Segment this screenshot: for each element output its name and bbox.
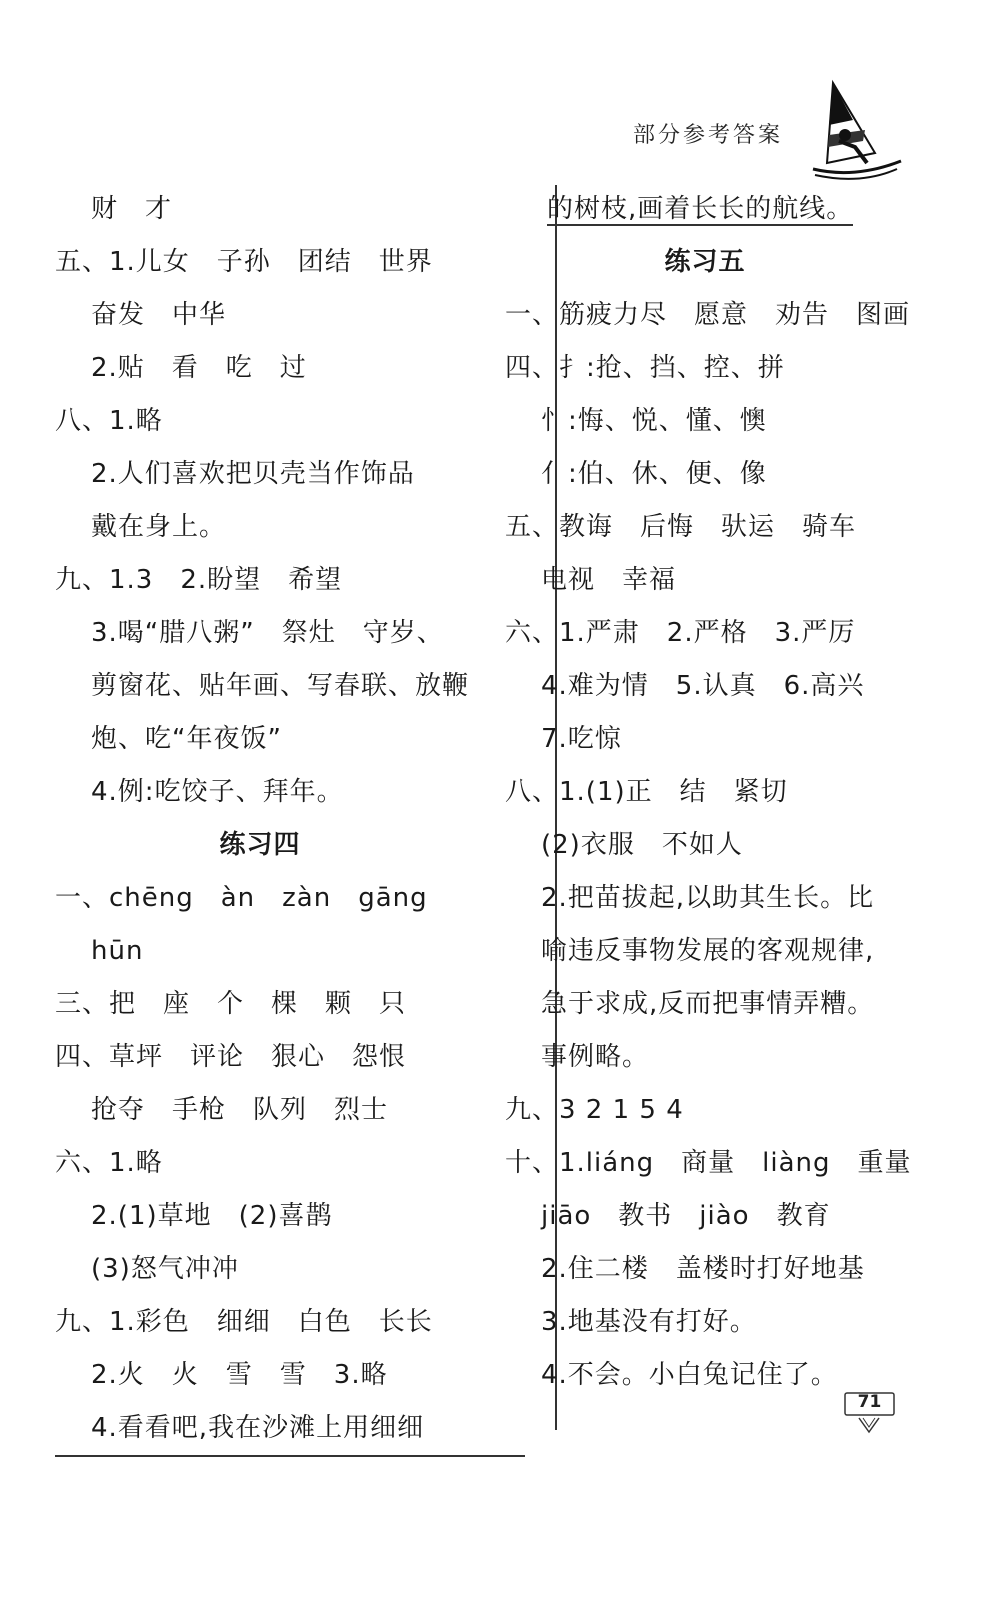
answer-line: 喻违反事物发展的客观规律,: [541, 936, 875, 966]
section-heading: 练习五: [664, 247, 746, 277]
answer-line: 电视 幸福: [541, 565, 677, 595]
answer-line: 2.(1)草地 (2)喜鹊: [91, 1201, 333, 1231]
underlined-text: 的树枝,画着长长的航线。: [547, 194, 854, 224]
left-column: [55, 183, 525, 1457]
answer-line: 一、chēng àn zàn gāng: [55, 883, 428, 913]
answer-line: 3.地基没有打好。: [541, 1307, 757, 1337]
answer-line: 急于求成,反而把事情弄糟。: [541, 989, 875, 1019]
answer-line: 五、1.儿女 子孙 团结 世界: [55, 247, 433, 277]
answer-line: 四、草坪 评论 狠心 怨恨: [55, 1042, 407, 1072]
answer-line: 九、3 2 1 5 4: [505, 1095, 684, 1125]
answer-line: (3)怒气冲冲: [91, 1254, 239, 1284]
page-number-badge: [842, 1390, 897, 1420]
page-number: 71: [857, 1392, 882, 1412]
answer-line-underlined: 4.看看吧,我在沙滩上用细细: [55, 1402, 525, 1457]
answer-line-underlined: [505, 183, 935, 236]
answer-line: 剪窗花、贴年画、写春联、放鞭: [91, 671, 470, 701]
answer-line: 3.喝“腊八粥” 祭灶 守岁、: [91, 618, 444, 648]
answer-line: hūn: [91, 936, 144, 966]
page-header-title: 部分参考答案: [633, 123, 784, 148]
answer-line: 五、教诲 后悔 驮运 骑车: [505, 512, 857, 542]
answer-line: 4.不会。小白兔记住了。: [541, 1360, 838, 1390]
answer-line: 7.吃惊: [541, 724, 622, 754]
answer-line: 炮、吃“年夜饭”: [91, 724, 282, 754]
answer-line: 四、扌:抢、挡、控、拼: [505, 353, 785, 383]
answer-line: 4.例:吃饺子、拜年。: [91, 777, 344, 807]
answer-line: 事例略。: [541, 1042, 650, 1072]
answer-line: 财 才: [91, 194, 173, 224]
answer-line: 2.人们喜欢把贝壳当作饰品: [91, 459, 415, 489]
answer-line: 抢夺 手枪 队列 烈士: [91, 1095, 389, 1125]
windsurfer-icon: [805, 75, 905, 185]
answer-line: jiāo 教书 jiào 教育: [541, 1201, 831, 1231]
answer-line: 六、1.严肃 2.严格 3.严厉: [505, 618, 856, 648]
answer-line: (2)衣服 不如人: [541, 830, 743, 860]
right-column: [505, 183, 935, 1402]
answer-line: 亻:伯、休、便、像: [541, 459, 767, 489]
answer-line: 十、1.liáng 商量 liàng 重量: [505, 1148, 912, 1178]
answer-line: 三、把 座 个 棵 颗 只: [55, 989, 407, 1019]
answer-line: 2.把苗拔起,以助其生长。比: [541, 883, 875, 913]
answer-line: 戴在身上。: [91, 512, 227, 542]
answer-line: 4.难为情 5.认真 6.高兴: [541, 671, 865, 701]
answer-line: 2.住二楼 盖楼时打好地基: [541, 1254, 865, 1284]
answer-line: 八、1.(1)正 结 紧切: [505, 777, 788, 807]
answer-line: 六、1.略: [55, 1148, 163, 1178]
answer-line: 八、1.略: [55, 406, 163, 436]
answer-line: 九、1.彩色 细细 白色 长长: [55, 1307, 433, 1337]
answer-line: 2.火 火 雪 雪 3.略: [91, 1360, 388, 1390]
answer-line: 忄:悔、悦、懂、懊: [541, 406, 767, 436]
answer-line: 奋发 中华: [91, 300, 227, 330]
answer-line: 2.贴 看 吃 过: [91, 353, 307, 383]
answer-line: 九、1.3 2.盼望 希望: [55, 565, 343, 595]
section-heading: 练习四: [219, 830, 301, 860]
answer-line: 一、筋疲力尽 愿意 劝告 图画: [505, 300, 911, 330]
